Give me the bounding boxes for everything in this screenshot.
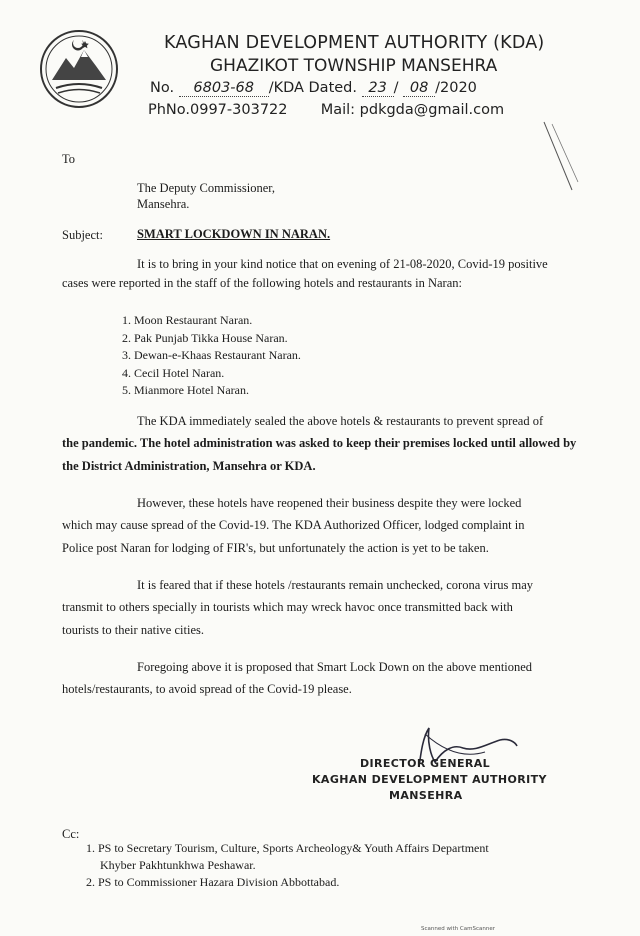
para1-line2: cases were reported in the staff of the following hotels and restaurants in Naran: — [62, 276, 462, 290]
list-item: 1. PS to Secretary Tourism, Culture, Sports Archeology& Youth Affairs Department — [86, 841, 489, 855]
subject-label: Subject: — [62, 228, 103, 242]
para3-line1: However, these hotels have reopened their business despite they were locked — [137, 496, 522, 510]
para5-line2: hotels/restaurants, to avoid spread of the Covid-19 please. — [62, 682, 352, 696]
reference-line: No. 6803-68 /KDA Dated. 23 / 08 /2020 — [150, 80, 477, 96]
kda-dated-label: /KDA Dated. — [268, 80, 357, 96]
scanner-footer: Scanned with CamScanner — [421, 926, 495, 932]
signatory-organization: KAGHAN DEVELOPMENT AUTHORITY — [312, 773, 547, 786]
list-item: Khyber Pakhtunkhwa Peshawar. — [100, 858, 256, 872]
para2-line1: The KDA immediately sealed the above hotels & restaurants to prevent spread of — [137, 414, 544, 428]
recipient-title: The Deputy Commissioner, — [137, 181, 276, 195]
list-item: 5. Mianmore Hotel Naran. — [122, 383, 249, 397]
cc-label: Cc: — [62, 827, 80, 841]
organization-location: GHAZIKOT TOWNSHIP MANSEHRA — [210, 56, 498, 76]
para1-line1: It is to bring in your kind notice that on evening of 21-08-2020, Covid-19 positive — [137, 257, 548, 271]
date-day: 23 — [362, 80, 394, 97]
para4-line1: It is feared that if these hotels /restaurants remain unchecked, corona virus may — [137, 578, 534, 592]
signatory-title: DIRECTOR GENERAL — [360, 757, 491, 770]
subject-text: SMART LOCKDOWN IN NARAN. — [137, 227, 331, 241]
cc-list — [86, 840, 489, 891]
signatory-city: MANSEHRA — [389, 789, 463, 802]
hotel-list — [122, 312, 301, 400]
date-year: /2020 — [435, 80, 477, 96]
list-item: 2. PS to Commissioner Hazara Division Abbottabad. — [86, 875, 340, 889]
para5-line1: Foregoing above it is proposed that Smart Lock Down on the above mentioned — [137, 660, 533, 674]
para2-line2: the pandemic. The hotel administration was asked to keep their premises locked until allowed by — [62, 436, 577, 450]
list-item: 3. Dewan-e-Khaas Restaurant Naran. — [122, 348, 301, 362]
para3-line2: which may cause spread of the Covid-19. The KDA Authorized Officer, lodged complaint in — [62, 518, 525, 532]
no-label: No. — [150, 80, 175, 96]
to-label: To — [62, 152, 76, 166]
para2-line3: the District Administration, Mansehra or KDA. — [62, 459, 316, 473]
kda-emblem-logo — [38, 28, 120, 110]
phone-number: PhNo.0997-303722 — [148, 102, 288, 118]
list-item: 2. Pak Punjab Tikka House Naran. — [122, 330, 288, 345]
list-item: 1. Moon Restaurant Naran. — [122, 313, 253, 327]
para3-line3: Police post Naran for lodging of FIR's, but unfortunately the action is yet to be taken. — [62, 541, 489, 555]
organization-name: KAGHAN DEVELOPMENT AUTHORITY (KDA) — [164, 33, 545, 53]
recipient-city: Mansehra. — [137, 197, 190, 211]
para4-line2: transmit to others specially in tourists which may wreck havoc once transmitted back with — [62, 600, 513, 614]
para4-line3: tourists to their native cities. — [62, 623, 204, 637]
contact-line — [148, 102, 504, 118]
list-item: 4. Cecil Hotel Naran. — [122, 365, 225, 380]
date-month: 08 — [403, 80, 435, 97]
reference-number: 6803-68 — [179, 80, 269, 97]
pen-mark — [542, 120, 582, 200]
email-address: Mail: pdkgda@gmail.com — [320, 102, 505, 118]
